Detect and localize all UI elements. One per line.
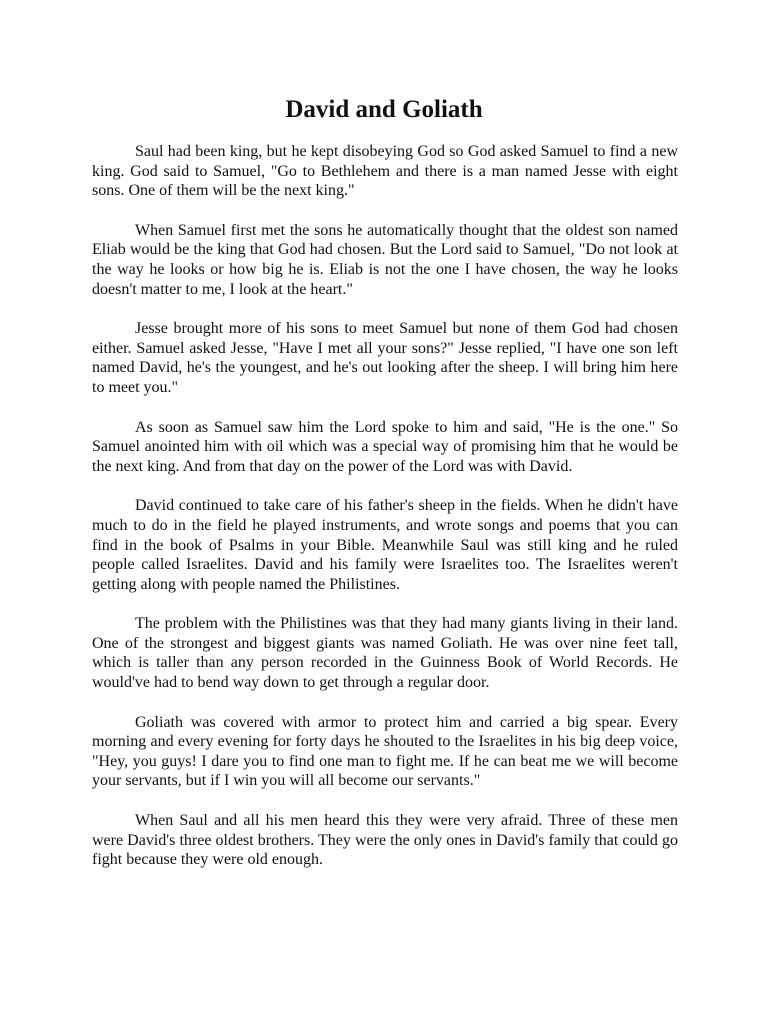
paragraph-2: When Samuel first met the sons he automatically thought that the oldest son named Eliab would be the king that God had chosen. But the Lord said to Samuel, "Do not look at the way he looks or how big he is. Eliab is not the one I have chosen, the way he looks doesn't matter to me, I look at the heart." [92,221,678,298]
paragraph-1: Saul had been king, but he kept disobeying God so God asked Samuel to find a new king. God said to Samuel, "Go to Bethlehem and there is a man named Jesse with eight sons. One of them will be the next king." [92,143,678,200]
paragraph-6: The problem with the Philistines was that they had many giants living in their land. One of the strongest and biggest giants was named Goliath. He was over nine feet tall, which is taller than any person recorded in the Guinness Book of World Records. He would've had to bend way down to get through a regular door. [92,615,678,692]
paragraph-4: As soon as Samuel saw him the Lord spoke to him and said, "He is the one." So Samuel anointed him with oil which was a special way of promising him that he would be the next king. And from that day on the power of the Lord was with David. [92,418,678,475]
paragraph-7: Goliath was covered with armor to protect him and carried a big spear. Every morning and every evening for forty days he shouted to the Israelites in his big deep voice, "Hey, you guys! I dare you to find one man to fight me. If he can beat me we will become your servants, but if I win you will all become our servants." [92,713,678,790]
paragraph-5: David continued to take care of his father's sheep in the fields. When he didn't have much to do in the field he played instruments, and wrote songs and poems that you can find in the book of Psalms in your Bible. Meanwhile Saul was still king and he ruled people called Israelites. David and his family were Israelites too. The Israelites weren't getting along with people named the Philistines. [92,497,678,593]
paragraph-3: Jesse brought more of his sons to meet Samuel but none of them God had chosen either. Samuel asked Jesse, "Have I met all your sons?" Jesse replied, "I have one son left named David, he's the youngest, and he's out looking after the sheep. I will bring him here to meet you." [92,320,678,396]
document-body [92,142,678,890]
document-title: David and Goliath [285,96,483,123]
paragraph-8: When Saul and all his men heard this they were very afraid. Three of these men were David's three oldest brothers. They were the only ones in David's family that could go fight because they were old enough. [92,812,678,869]
